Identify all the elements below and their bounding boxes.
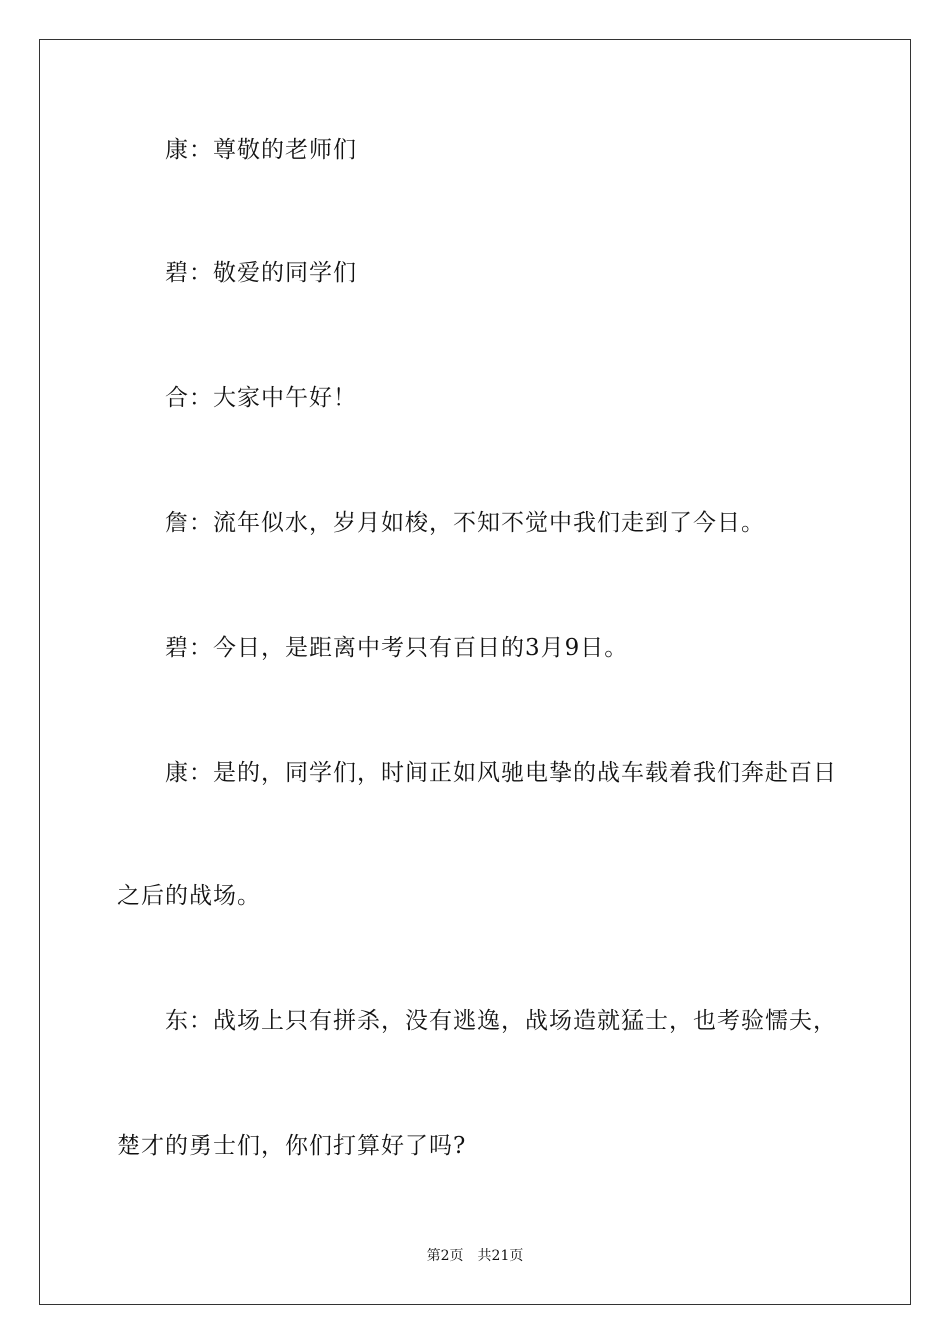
dialogue-line-zhan: 詹：流年似水，岁月如梭，不知不觉中我们走到了今日。 xyxy=(165,510,765,536)
page-total: 共21页 xyxy=(477,1248,524,1264)
page-footer xyxy=(0,1246,950,1266)
dialogue-line-bi-date: 碧：今日，是距离中考只有百日的3月9日。 xyxy=(165,635,629,661)
dialogue-line-dong: 东：战场上只有拼杀，没有逃逸，战场造就猛士，也考验懦夫， xyxy=(165,1008,837,1034)
dialogue-line-kang-continued: 之后的战场。 xyxy=(117,883,261,909)
dialogue-line-kang-greeting: 康：尊敬的老师们 xyxy=(165,137,357,163)
dialogue-line-kang-time: 康：是的，同学们，时间正如风驰电挚的战车载着我们奔赴百日 xyxy=(165,760,837,786)
page-number: 第2页 xyxy=(426,1248,464,1264)
dialogue-line-dong-continued: 楚才的勇士们，你们打算好了吗? xyxy=(117,1133,467,1159)
dialogue-line-together: 合：大家中午好！ xyxy=(165,385,357,411)
page-frame xyxy=(39,39,911,1305)
dialogue-line-bi-greeting: 碧：敬爱的同学们 xyxy=(165,260,357,286)
